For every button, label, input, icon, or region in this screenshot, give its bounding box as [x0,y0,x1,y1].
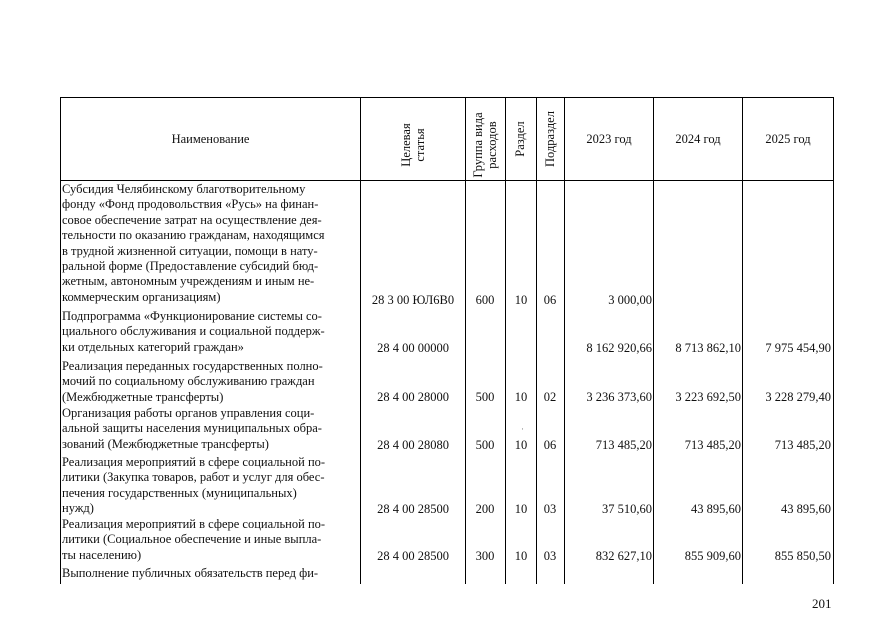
row-5-group: 200 [475,502,495,516]
row-5-2024: 43 895,60 [691,502,741,516]
header-year-2023: 2023 год [586,131,632,146]
text-line: зований (Межбюджетные трансферты) [62,436,269,451]
row-6-group: 300 [475,549,495,563]
row-4-group: 500 [475,438,495,452]
row-1-group: 600 [475,293,495,307]
row-3-subsection: 02 [543,390,557,404]
row-3-2024: 3 223 692,50 [675,390,741,404]
text-line: нужд) [62,501,94,516]
row-3-section: 10 [514,390,528,404]
header-target-article [399,105,427,185]
text-line: Реализация мероприятий в сфере социальной по- [62,517,326,531]
row-1-code: 28 3 00 ЮЛ6В0 [371,293,455,307]
row-4-2025: 713 485,20 [774,438,831,452]
header-target-article-text: Целевая статья [399,123,427,167]
text-line: мочий по социальному обслуживанию граждан [62,374,315,389]
col-divider [360,97,361,584]
row-2-name [62,309,359,355]
text-line: коммерческим организациям) [62,289,221,304]
row-5-2023: 37 510,60 [602,502,652,516]
text-line: Реализация переданных государственных полно- [62,359,323,373]
row-4-name [62,406,359,452]
text-line: (Межбюджетные трансферты) [62,389,224,404]
row-3-2023: 3 236 373,60 [586,390,652,404]
text-line: тельности по оказанию гражданам, находящимся [62,228,325,243]
header-expense-group [471,105,499,185]
text-line: Организация работы органов управления соци- [62,406,315,420]
row-2-code: 28 4 00 00000 [377,341,449,355]
header-subsection: Подраздел [543,111,557,167]
text-line: ральной форме (Предоставление субсидий бюд- [62,259,319,274]
row-6-2025: 855 850,50 [774,549,831,563]
text-line: жетным, автономным учреждениям и иным не- [62,274,315,289]
row-3-2025: 3 228 279,40 [765,390,831,404]
row-4-code: 28 4 00 28080 [377,438,449,452]
row-2-2023: 8 162 920,66 [586,341,652,355]
row-6-code: 28 4 00 28500 [377,549,449,563]
header-section: Раздел [513,121,527,157]
text-line: фонду «Фонд продовольствия «Русь» на финан- [62,197,319,212]
text-line: ты населению) [62,547,142,562]
row-2-2025: 7 975 454,90 [765,341,831,355]
row-4-subsection: 06 [543,438,557,452]
row-3-group: 500 [475,390,495,404]
row-5-section: 10 [514,502,528,516]
text-line: литики (Социальное обеспечение и иные выпла- [62,532,322,547]
row-6-2023: 832 627,10 [595,549,652,563]
row-4-2023: 713 485,20 [595,438,652,452]
row-2-2024: 8 713 862,10 [675,341,741,355]
table-right-border [833,97,834,584]
header-bottom-border [60,180,834,181]
speck-mark: · [521,424,524,434]
row-6-subsection: 03 [543,549,557,563]
text-line: Реализация мероприятий в сфере социальной по- [62,455,326,469]
row-1-name [62,182,359,305]
page-number: 201 [812,596,832,611]
text-line: Выполнение публичных обязательств перед фи- [62,566,319,580]
header-expense-group-text: Группа вида расходов [471,112,499,178]
row-5-2025: 43 895,60 [781,502,831,516]
row-7-name [62,566,359,581]
row-4-2024: 713 485,20 [684,438,741,452]
text-line: печения государственных (муниципальных) [62,485,297,500]
row-5-name [62,455,359,517]
row-6-2024: 855 909,60 [684,549,741,563]
row-3-code: 28 4 00 28000 [377,390,449,404]
text-line: совое обеспечение затрат на осуществление дея- [62,212,322,227]
text-line: литики (Закупка товаров, работ и услуг для обес- [62,470,325,485]
row-1-2023: 3 000,00 [608,293,652,307]
row-1-subsection: 06 [543,293,557,307]
text-line: в трудной жизненной ситуации, помощи в нату- [62,243,318,258]
text-line: циального обслуживания и социальной поддерж- [62,324,325,339]
header-name: Наименование [171,131,250,146]
text-line: альной защиты населения муниципальных обра- [62,421,322,436]
row-4-section: 10 [514,438,528,452]
text-line: ки отдельных категорий граждан» [62,339,244,354]
row-1-section: 10 [514,293,528,307]
header-year-2025: 2025 год [765,131,811,146]
text-line: Субсидия Челябинскому благотворительному [62,182,306,196]
row-5-code: 28 4 00 28500 [377,502,449,516]
row-6-name [62,517,359,563]
text-line: Подпрограмма «Функционирование системы со- [62,309,322,323]
header-year-2024: 2024 год [675,131,721,146]
row-5-subsection: 03 [543,502,557,516]
row-6-section: 10 [514,549,528,563]
row-3-name [62,359,359,405]
